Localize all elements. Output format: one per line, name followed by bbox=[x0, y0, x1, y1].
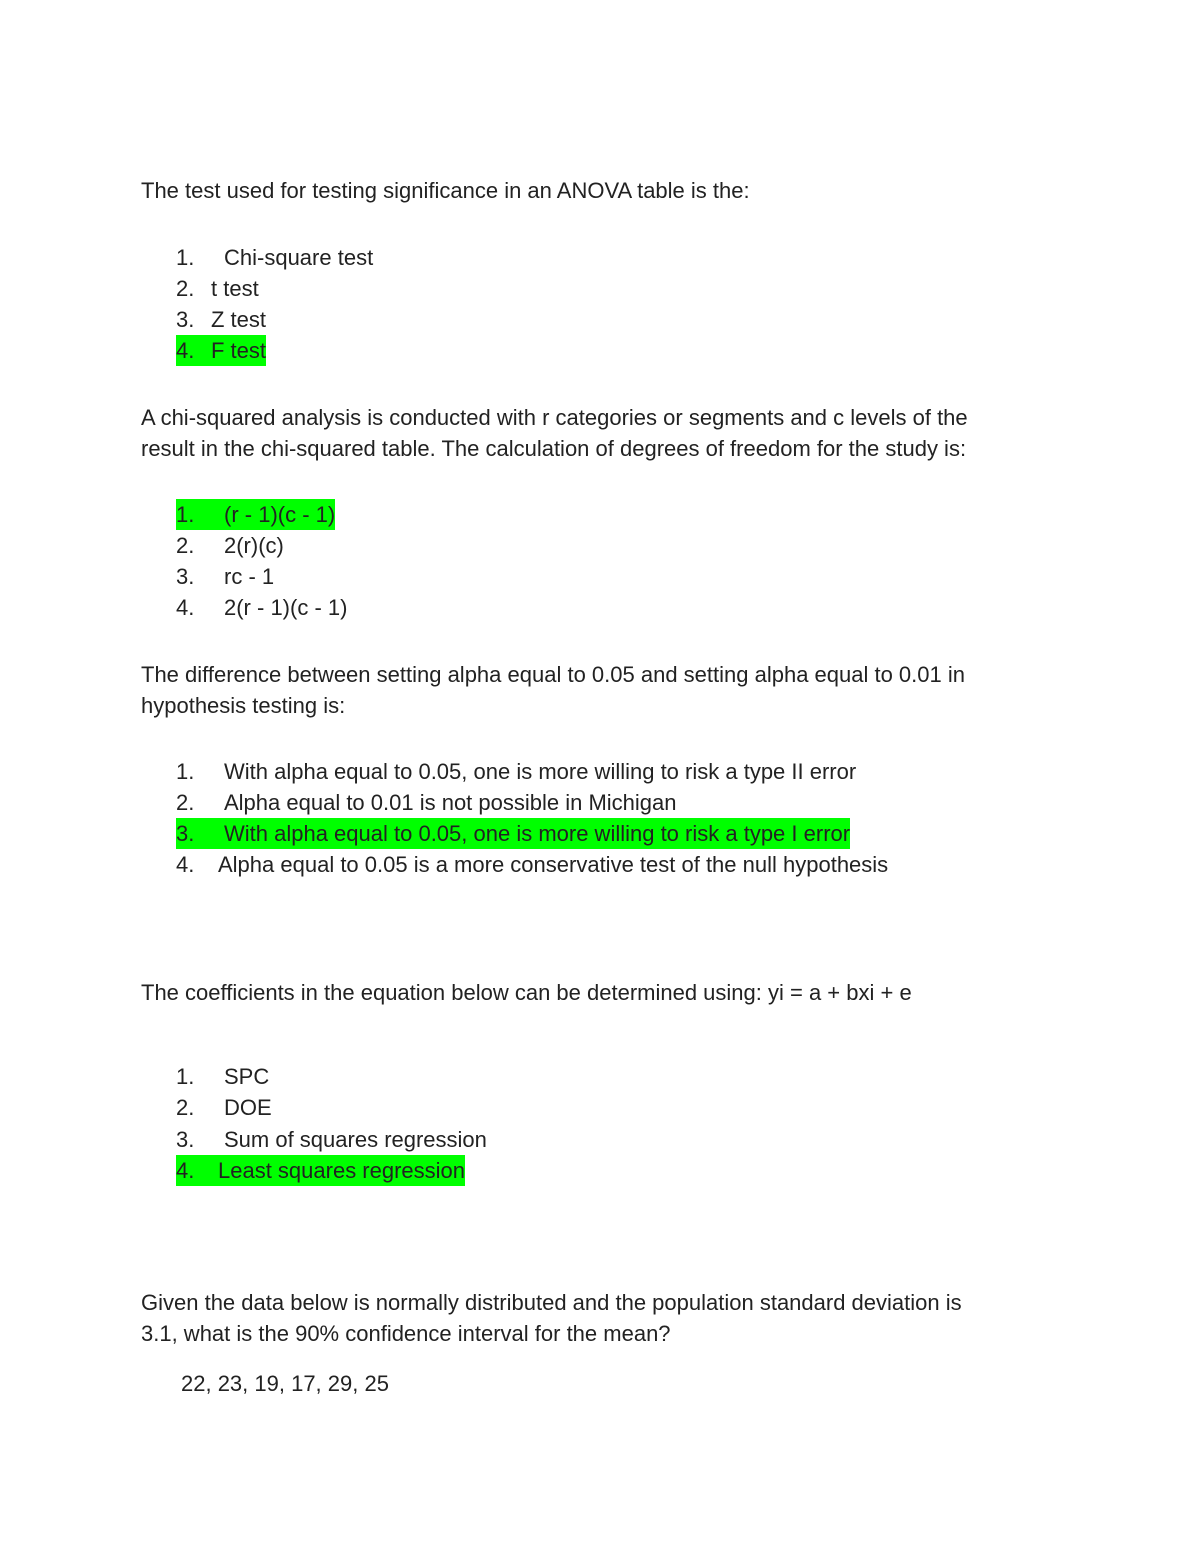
question-4-option-3 bbox=[176, 1124, 487, 1155]
option-text: Z test bbox=[211, 307, 267, 332]
question-2-text-line-2: result in the chi-squared table. The calculation of degrees of freedom for the study is: bbox=[141, 436, 967, 461]
question-5-text-line-2: 3.1, what is the 90% confidence interval for the mean? bbox=[141, 1321, 671, 1346]
option-text: F test bbox=[211, 338, 267, 363]
question-2-option-2 bbox=[176, 530, 284, 561]
option-number: 2. bbox=[176, 1095, 195, 1120]
question-4-option-4-correct bbox=[176, 1155, 465, 1186]
question-1-text: The test used for testing significance in an ANOVA table is the: bbox=[141, 178, 750, 203]
question-3-option-1 bbox=[176, 756, 856, 787]
question-1-option-3 bbox=[176, 304, 266, 335]
option-text: 2(r)(c) bbox=[224, 533, 284, 558]
option-number: 3. bbox=[176, 1127, 195, 1152]
option-text: Chi-square test bbox=[224, 245, 374, 270]
question-3-option-2 bbox=[176, 787, 677, 818]
question-1-option-4-correct bbox=[176, 335, 266, 366]
option-text: t test bbox=[211, 276, 259, 301]
option-number: 1. bbox=[176, 502, 195, 527]
question-4-text: The coefficients in the equation below can be determined using: yi = a + bxi + e bbox=[141, 980, 912, 1005]
question-5-text-line-1: Given the data below is normally distributed and the population standard deviation is bbox=[141, 1290, 962, 1315]
option-text: (r - 1)(c - 1) bbox=[224, 502, 336, 527]
option-number: 2. bbox=[176, 790, 195, 815]
option-number: 3. bbox=[176, 821, 195, 846]
question-2-option-4 bbox=[176, 592, 347, 623]
question-5-data-values: 22, 23, 19, 17, 29, 25 bbox=[181, 1371, 389, 1396]
option-text: Alpha equal to 0.05 is a more conservative test of the null hypothesis bbox=[218, 852, 889, 877]
question-3-option-3-correct bbox=[176, 818, 850, 849]
question-3-option-4 bbox=[176, 849, 888, 880]
option-text: 2(r - 1)(c - 1) bbox=[224, 595, 348, 620]
option-number: 2. bbox=[176, 533, 195, 558]
option-text: With alpha equal to 0.05, one is more willing to risk a type II error bbox=[224, 759, 857, 784]
question-4-option-1 bbox=[176, 1061, 269, 1092]
option-number: 3. bbox=[176, 307, 195, 332]
question-2-text-line-1: A chi-squared analysis is conducted with r categories or segments and c levels of the bbox=[141, 405, 968, 430]
option-number: 3. bbox=[176, 564, 195, 589]
option-text: rc - 1 bbox=[224, 564, 275, 589]
option-text: Alpha equal to 0.01 is not possible in Michigan bbox=[224, 790, 677, 815]
option-number: 1. bbox=[176, 245, 195, 270]
option-number: 4. bbox=[176, 595, 195, 620]
question-3-text-line-1: The difference between setting alpha equal to 0.05 and setting alpha equal to 0.01 in bbox=[141, 662, 965, 687]
option-text: DOE bbox=[224, 1095, 272, 1120]
option-number: 4. bbox=[176, 1158, 195, 1183]
option-text: Sum of squares regression bbox=[224, 1127, 487, 1152]
option-text: Least squares regression bbox=[218, 1158, 466, 1183]
option-number: 1. bbox=[176, 1064, 195, 1089]
option-number: 4. bbox=[176, 338, 195, 363]
question-3-text-line-2: hypothesis testing is: bbox=[141, 693, 346, 718]
option-text: With alpha equal to 0.05, one is more willing to risk a type I error bbox=[224, 821, 851, 846]
question-1-option-2 bbox=[176, 273, 259, 304]
option-number: 1. bbox=[176, 759, 195, 784]
question-2-option-3 bbox=[176, 561, 274, 592]
option-number: 4. bbox=[176, 852, 195, 877]
question-2-option-1-correct bbox=[176, 499, 335, 530]
option-text: SPC bbox=[224, 1064, 270, 1089]
question-1-option-1 bbox=[176, 242, 373, 273]
question-4-option-2 bbox=[176, 1092, 272, 1123]
option-number: 2. bbox=[176, 276, 195, 301]
